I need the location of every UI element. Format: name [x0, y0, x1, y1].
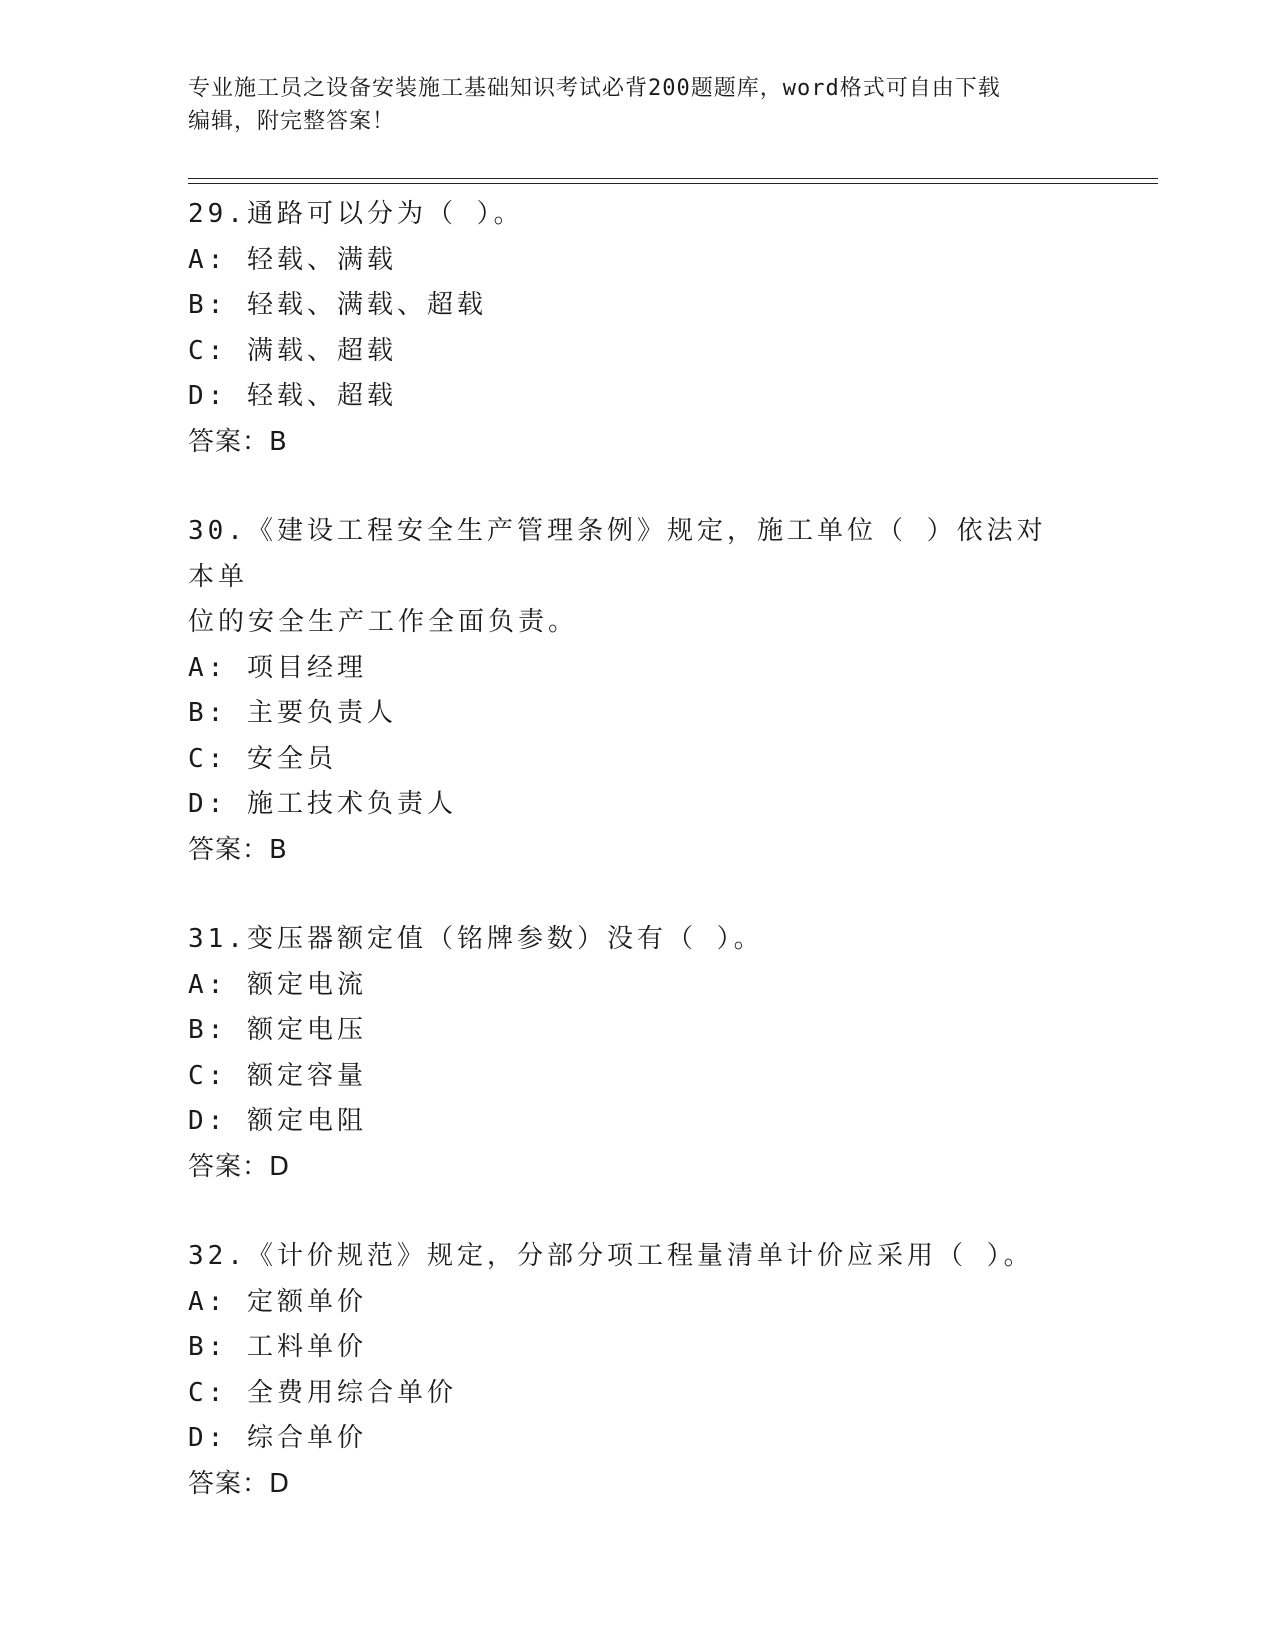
question-list — [188, 192, 1068, 1551]
option-d: D: 轻载、超载 — [188, 381, 397, 411]
question-stem: 29.通路可以分为（ ）。 — [188, 199, 524, 229]
option-c: C: 安全员 — [188, 743, 337, 774]
question-32 — [188, 1234, 1068, 1507]
option-c: C: 额定容量 — [188, 1060, 367, 1091]
option-a: A: 定额单价 — [188, 1286, 367, 1317]
question-30 — [188, 509, 1068, 873]
answer: 答案：D — [188, 1151, 291, 1182]
option-c: C: 满载、超载 — [188, 335, 397, 366]
question-stem-line-2: 位的安全生产工作全面负责。 — [188, 607, 579, 637]
question-31 — [188, 917, 1068, 1190]
option-a: A: 轻载、满载 — [188, 244, 397, 275]
document-header — [188, 72, 1068, 138]
option-b: B: 主要负责人 — [188, 698, 397, 728]
question-29 — [188, 192, 1068, 465]
question-stem: 31.变压器额定值（铭牌参数）没有（ ）。 — [188, 924, 764, 954]
header-divider-top — [188, 178, 1158, 179]
option-a: A: 项目经理 — [188, 652, 367, 683]
option-d: D: 施工技术负责人 — [188, 789, 457, 819]
option-a: A: 额定电流 — [188, 969, 367, 1000]
option-b: B: 轻载、满载、超载 — [188, 290, 487, 320]
question-stem: 32.《计价规范》规定，分部分项工程量清单计价应采用（ ）。 — [188, 1241, 1034, 1271]
answer: 答案：D — [188, 1468, 291, 1499]
header-divider-bottom — [188, 183, 1158, 184]
option-b: B: 额定电压 — [188, 1015, 367, 1045]
option-d: D: 额定电阻 — [188, 1106, 367, 1136]
option-b: B: 工料单价 — [188, 1332, 367, 1362]
question-stem-line-1: 30.《建设工程安全生产管理条例》规定，施工单位（ ）依法对本单 — [188, 516, 1047, 592]
header-line-2: 编辑，附完整答案！ — [188, 109, 396, 134]
answer: 答案：B — [188, 426, 288, 457]
option-c: C: 全费用综合单价 — [188, 1377, 457, 1408]
option-d: D: 综合单价 — [188, 1423, 367, 1453]
header-line-1: 专业施工员之设备安装施工基础知识考试必背200题题库，word格式可自由下载 — [188, 76, 1001, 101]
answer: 答案：B — [188, 834, 288, 865]
